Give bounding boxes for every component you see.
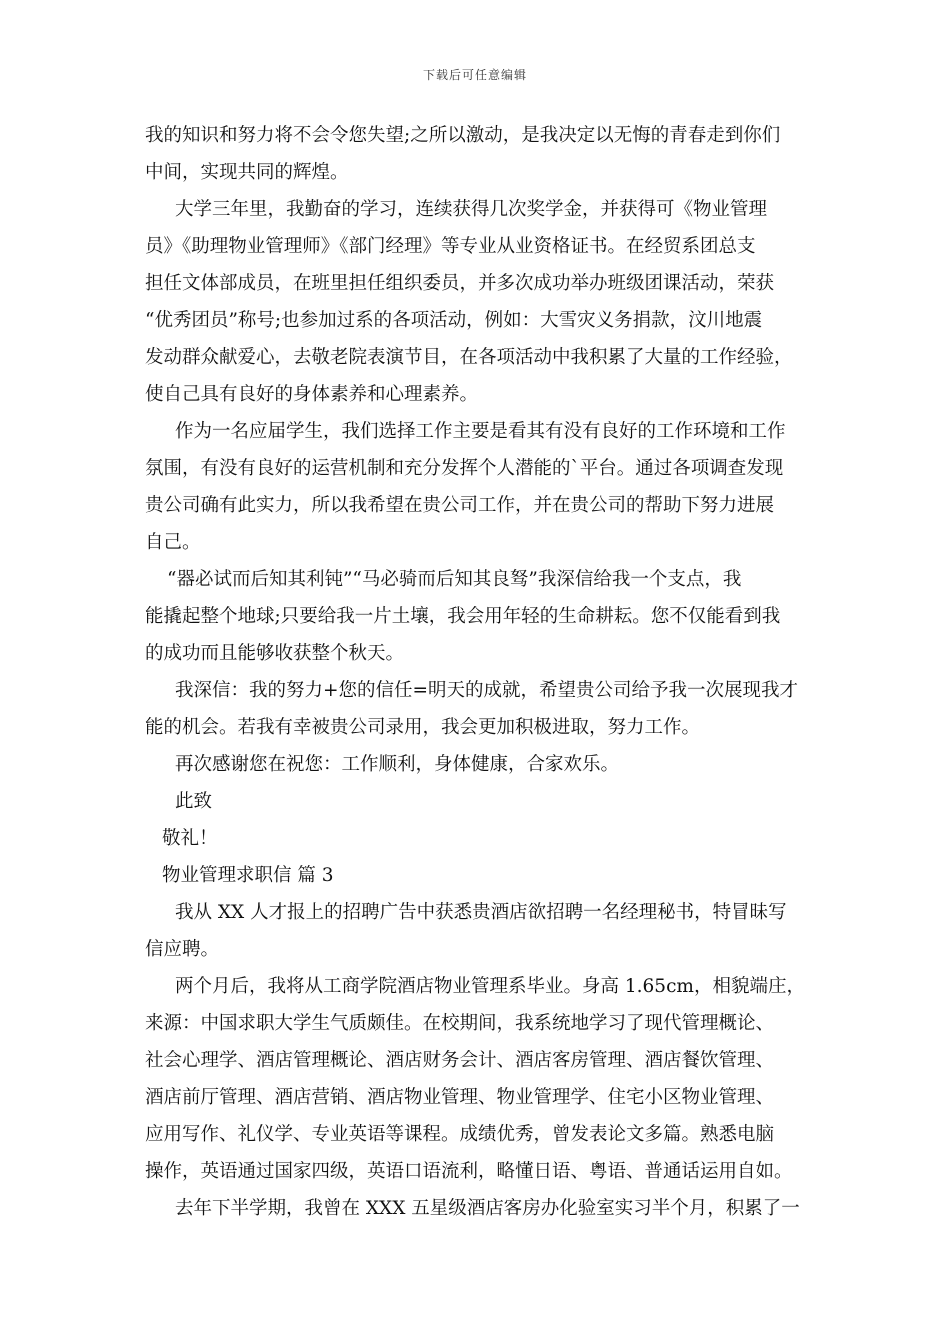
- text-line: 使自己具有良好的身体素养和心理素养。: [145, 384, 479, 405]
- text-line: 发动群众献爱心，去敬老院表演节目，在各项活动中我积累了大量的工作经验，: [145, 347, 793, 368]
- text-line: 担任文体部成员，在班里担任组织委员，并多次成功举办班级团课活动，荣获: [145, 273, 775, 294]
- text-line: 自己。: [145, 532, 201, 553]
- letter-body: [145, 117, 810, 1227]
- text-line: 作为一名应届学生，我们选择工作主要是看其有没有良好的工作环境和工作: [175, 421, 786, 442]
- text-line: 酒店前厅管理、酒店营销、酒店物业管理、物业管理学、住宅小区物业管理、: [145, 1087, 775, 1108]
- text-line: 贵公司确有此实力，所以我希望在贵公司工作，并在贵公司的帮助下努力进展: [145, 495, 775, 516]
- text-line: 的成功而且能够收获整个秋天。: [145, 643, 405, 664]
- text-line: 社会心理学、酒店管理概论、酒店财务会计、酒店客房管理、酒店餐饮管理、: [145, 1050, 775, 1071]
- text-line: 操作，英语通过国家四级，英语口语流利，略懂日语、粤语、普通话运用自如。: [145, 1161, 793, 1182]
- text-line: 我深信：我的努力+您的信任=明天的成就，希望贵公司给予我一次展现我才: [175, 680, 799, 701]
- text-line: “器必试而后知其利钝”“马必骑而后知其良驽”我深信给我一个支点，我: [167, 569, 742, 590]
- text-line: 大学三年里，我勤奋的学习，连续获得几次奖学金，并获得可《物业管理: [175, 199, 768, 220]
- page-header: 下载后可任意编辑: [422, 68, 527, 82]
- text-line: 再次感谢您在祝您：工作顺利，身体健康，合家欢乐。: [175, 754, 620, 775]
- closing-line: 敬礼！: [162, 828, 218, 849]
- text-line: 两个月后，我将从工商学院酒店物业管理系毕业。身高 1.65cm，相貌端庄，: [175, 976, 805, 997]
- text-line: 能撬起整个地球;只要给我一片土壤，我会用年轻的生命耕耘。您不仅能看到我: [145, 606, 781, 627]
- text-line: 应用写作、礼仪学、专业英语等课程。成绩优秀，曾发表论文多篇。熟悉电脑: [145, 1124, 775, 1145]
- section-title: 物业管理求职信 篇 3: [162, 865, 334, 886]
- text-line: 去年下半学期，我曾在 XXX 五星级酒店客房办化验室实习半个月，积累了一: [175, 1198, 800, 1219]
- text-line: 来源：中国求职大学生气质颇佳。在校期间，我系统地学习了现代管理概论、: [145, 1013, 775, 1034]
- text-line: 氛围，有没有良好的运营机制和充分发挥个人潜能的`平台。通过各项调查发现: [145, 458, 784, 479]
- text-line: 中间，实现共同的辉煌。: [145, 162, 349, 183]
- text-line: 我从 XX 人才报上的招聘广告中获悉贵酒店欲招聘一名经理秘书，特冒昧写: [175, 902, 787, 923]
- text-line: “优秀团员”称号;也参加过系的各项活动，例如：大雪灾义务捐款，汶川地震: [145, 310, 763, 331]
- text-line: 我的知识和努力将不会令您失望;之所以激动，是我决定以无悔的青春走到你们: [145, 125, 781, 146]
- text-line: 员》《助理物业管理师》《部门经理》等专业从业资格证书。在经贸系团总支: [145, 236, 756, 257]
- text-line: 信应聘。: [145, 939, 220, 960]
- closing-line: 此致: [175, 791, 213, 812]
- text-line: 能的机会。若我有幸被贵公司录用，我会更加积极进取，努力工作。: [145, 717, 701, 738]
